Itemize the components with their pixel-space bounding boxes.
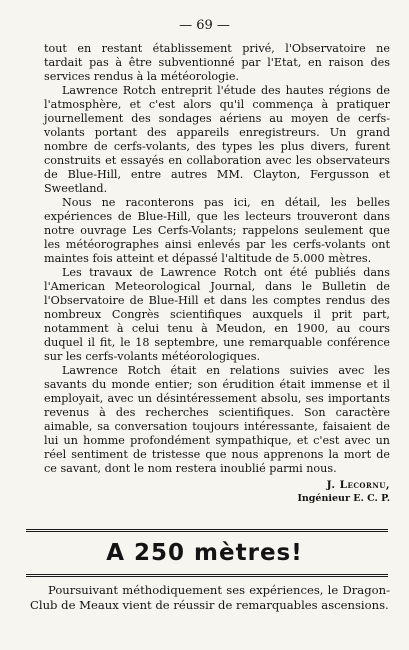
article-paragraph: Lawrence Rotch entreprit l'étude des hautes régions de l'atmosphère, et c'est alors qu'il commença à pratiquer journellement des sondages aériens au moyen de cerfs-volants portant des appareils enregistreurs. Un grand nombre de cerfs-volants, des types les plus divers, furent construits et essayés en collaboration avec les observateurs de Blue-Hill, entre autres MM. Clayton, Fergusson et Sweetland. (44, 84, 390, 195)
author-title: Ingénieur E. C. P. (297, 493, 390, 504)
author-name: J. Lecornu, (326, 479, 390, 491)
page-number: — 69 — (179, 18, 230, 33)
article-paragraph: tout en restant établissement privé, l'Observatoire ne tardait pas à être subventionné par l'Etat, en raison des services rendus à la météorologie. (44, 42, 390, 83)
news-body (30, 583, 390, 613)
article-paragraph: Nous ne raconterons pas ici, en détail, les belles expériences de Blue-Hill, que les lecteurs trouveront dans notre ouvrage Les Cerfs-Volants; rappelons seulement que les météorographes ainsi enlevés par les cerfs-volants ont maintes fois atteint et dépassé l'altitude de 5.000 mètres. (44, 196, 390, 265)
section-divider-bottom (26, 574, 388, 577)
news-paragraph: Poursuivant méthodiquement ses expériences, le Dragon-Club de Meaux vient de réussir de remarquables ascensions. (30, 583, 390, 612)
section-divider-top (26, 529, 388, 532)
signature-block (44, 478, 390, 506)
article-paragraph: Lawrence Rotch était en relations suivies avec les savants du monde entier; son érudition était immense et il employait, avec un désintéressement absolu, ses importants revenus à des recherches scientifiques. Son caractère aimable, sa conversation toujours intéressante, faisaient de lui un homme profondément sympathique, et c'est avec un réel sentiment de tristesse que nous apprenons la mort de ce savant, dont le nom restera inoublié parmi nous. (44, 364, 390, 475)
article-body (44, 42, 390, 506)
article-paragraph: Les travaux de Lawrence Rotch ont été publiés dans l'American Meteorological Journal, dans le Bulletin de l'Observatoire de Blue-Hill et dans les comptes rendus des nombreux Congrès scientifiques auxquels il prit part, notamment à celui tenu à Meudon, en 1900, au cours duquel il fit, le 18 septembre, une remarquable conférence sur les cerfs-volants météorologiques. (44, 266, 390, 363)
news-headline: A 250 mètres! (106, 540, 303, 566)
